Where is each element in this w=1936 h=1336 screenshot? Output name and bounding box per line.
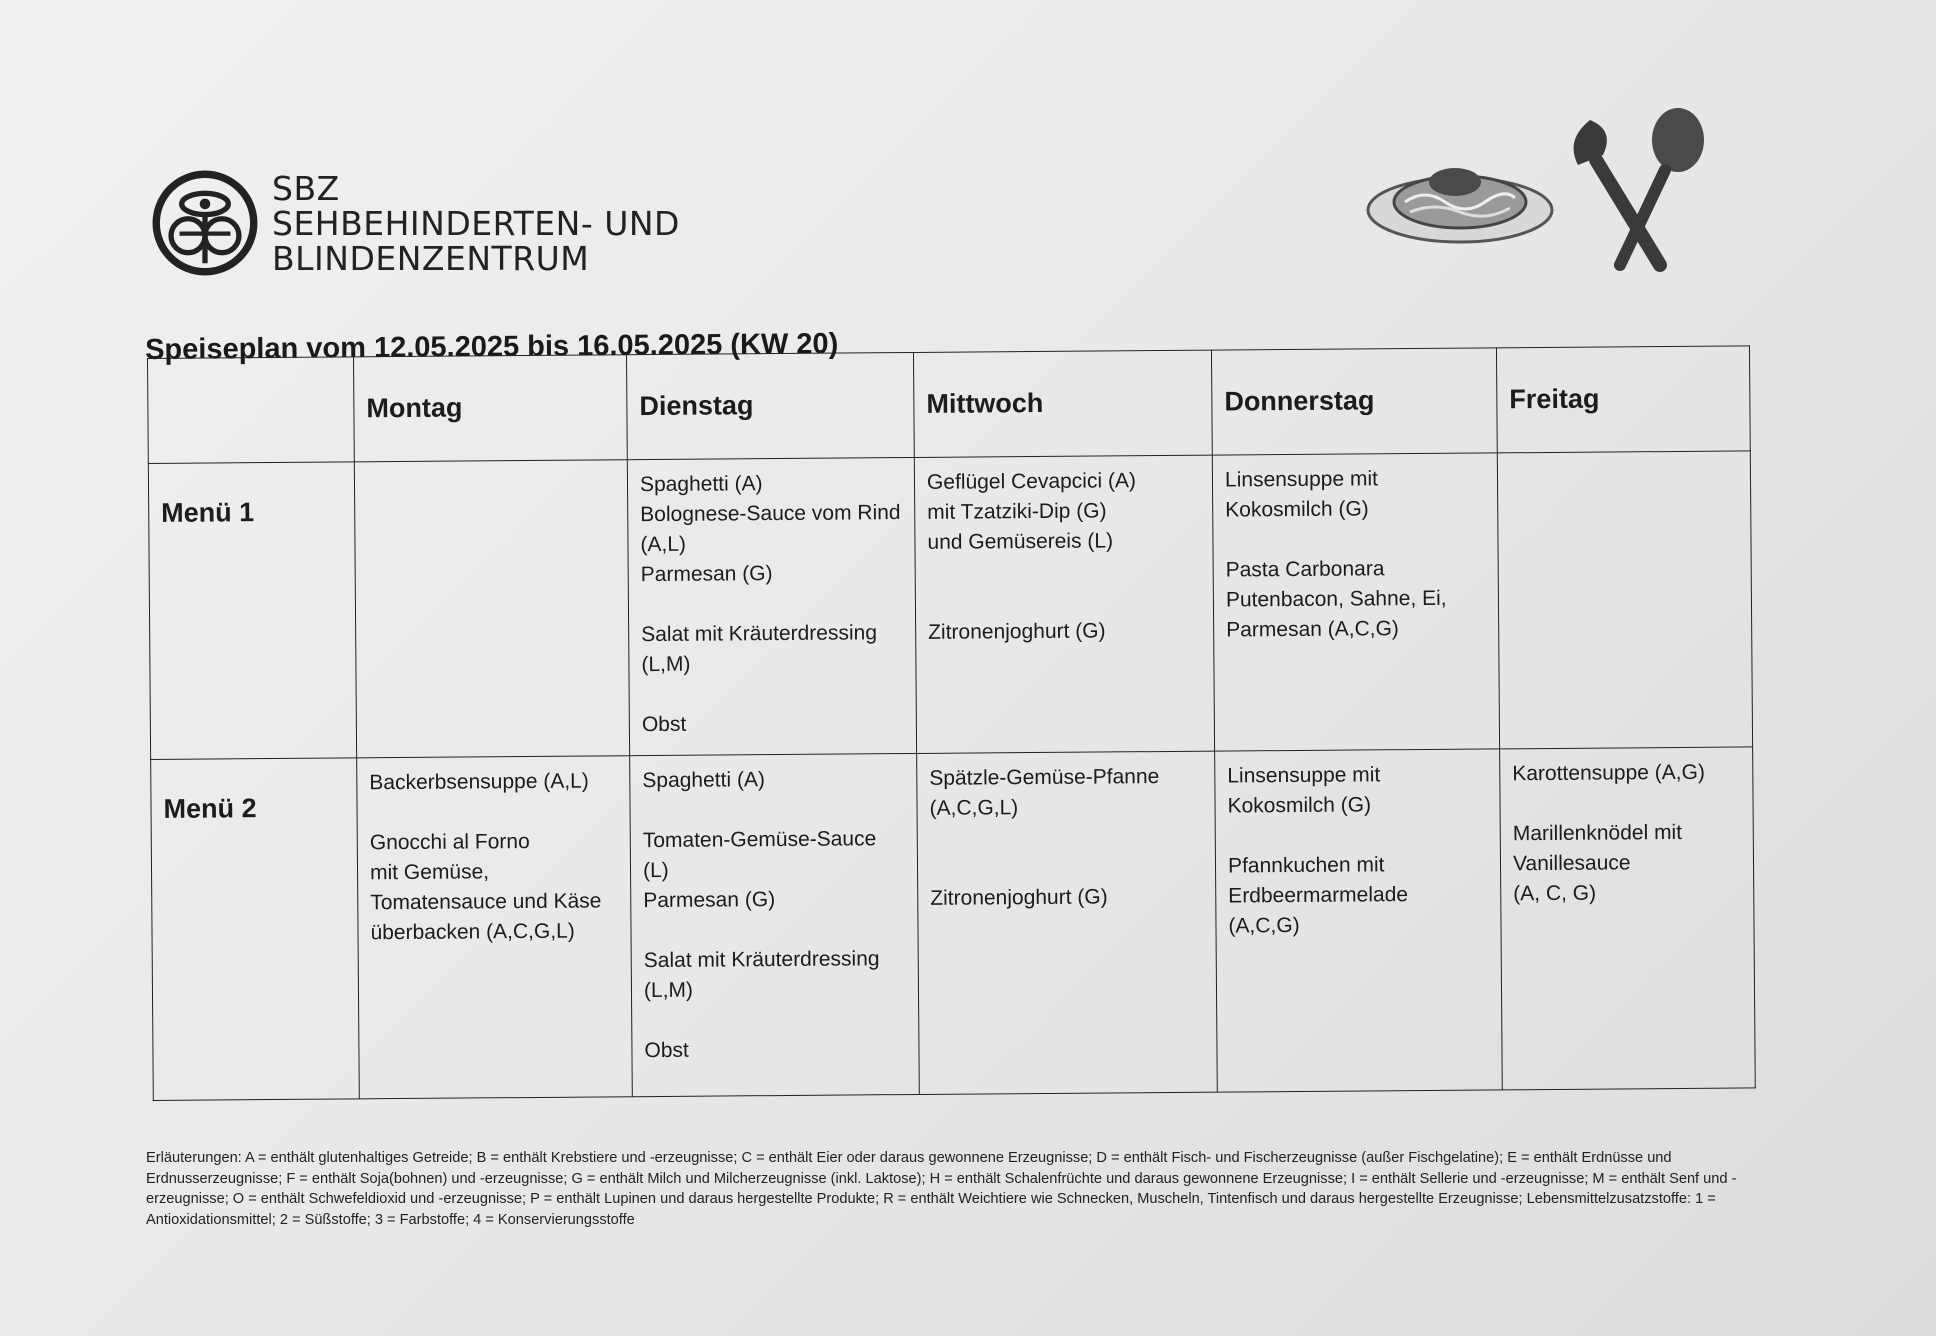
dish-line: Tomaten-Gemüse-Sauce: [642, 827, 877, 853]
menu-1-dienstag: [627, 457, 916, 755]
menu-2-freitag: [1500, 747, 1756, 1090]
dish-line: (A,C,G,L): [929, 796, 1019, 820]
dish-line: (L): [642, 858, 669, 883]
line-spacer: [1512, 787, 1742, 819]
dish-line: Zitronenjoghurt (G): [928, 619, 1106, 644]
day-header-freitag: Freitag: [1496, 346, 1750, 453]
dish-line: Kokosmilch (G): [1225, 497, 1369, 522]
line-spacer: [930, 852, 1205, 884]
dish-line: Putenbacon, Sahne, Ei,: [1225, 586, 1447, 612]
menu-2-montag: [357, 756, 633, 1099]
dish-line: Marillenknödel mit: [1512, 820, 1683, 846]
day-header-mittwoch: Mittwoch: [913, 350, 1212, 457]
dish-line: und Gemüsereis (L): [927, 529, 1114, 554]
dish-line: Karottensuppe (A,G): [1512, 760, 1706, 786]
line-spacer: [642, 678, 906, 710]
sbz-emblem-icon: [152, 170, 258, 276]
dish-line: Parmesan (G): [640, 562, 773, 587]
dish-line: mit Gemüse,: [369, 860, 490, 885]
menu-2-mittwoch: [917, 751, 1218, 1094]
line-spacer: [1228, 819, 1490, 851]
dish-line: Backerbsensuppe (A,L): [369, 769, 589, 795]
dish-line: Linsensuppe mit: [1224, 467, 1379, 492]
menu-2-label: Menü 2: [151, 758, 360, 1101]
logo-line-3: BLINDENZENTRUM: [272, 238, 590, 278]
menu-1-mittwoch: [914, 455, 1214, 753]
menu-1-donnerstag: [1212, 453, 1499, 751]
dish-line: Gnocchi al Forno: [369, 830, 530, 855]
corner-cell: [148, 357, 355, 464]
spaghetti-plate-icon: [1368, 168, 1552, 242]
dish-line: mit Tzatziki-Dip (G): [927, 499, 1107, 524]
line-spacer: [928, 556, 1203, 588]
day-header-dienstag: Dienstag: [626, 352, 914, 459]
menu-1-label: Menü 1: [148, 462, 356, 760]
dish-line: Parmesan (G): [643, 888, 776, 913]
dish-line: Spaghetti (A): [642, 768, 765, 793]
dish-line: Obst: [644, 1038, 689, 1063]
food-illustration: [1360, 90, 1730, 290]
dish-line: überbacken (A,C,G,L): [370, 919, 575, 945]
dish-line: Spaghetti (A): [639, 472, 763, 497]
dish-line: Pfannkuchen mit: [1227, 853, 1385, 878]
logo-line-1: SBZ: [272, 168, 340, 208]
header-row: [148, 346, 1751, 464]
line-spacer: [1225, 523, 1487, 555]
line-spacer: [642, 794, 906, 826]
dish-line: Linsensuppe mit: [1227, 763, 1381, 788]
dish-line: Zitronenjoghurt (G): [930, 885, 1108, 910]
menu-row-2: [151, 747, 1756, 1101]
dish-line: Geflügel Cevapcici (A): [926, 469, 1137, 494]
dish-line: Bolognese-Sauce vom Rind: [640, 501, 901, 527]
menu-row-1: [148, 451, 1752, 760]
menu-table: [147, 345, 1755, 1100]
dish-line: Obst: [641, 712, 687, 737]
allergen-legend: Erläuterungen: A = enthält glutenhaltiges Getreide; B = enthält Krebstiere und -erzeugnisse; C = enthält Eier oder daraus gewonnene Erzeugnisse; D = enthält Fisch- und Fischerzeugnisse (außer Fischgelatine); E = enthält Erdnüsse und Erdnusserzeugnisse; F = enthält Soja(bohnen) und -erzeugnisse; G = enthält Milch und Milcherzeugnisse (inkl. Laktose); H = enthält Schalenfrüchte und daraus gewonnene Erzeugnisse; I = enthält Sellerie und -erzeugnisse; M = enthält Senf und -erzeugnisse; O = enthält Schwefeldioxid und -erzeugnisse; P = enthält Lupinen und daraus hergestellte Produkte; R = enthält Weichtiere wie Schnecken, Muscheln, Tintenfisch und daraus hergestellte Erzeugnisse; Lebensmittelzusatzstoffe: 1 = Antioxidationsmittel; 2 = Süßstoffe; 3 = Farbstoffe; 4 = Konservierungsstoffe: [146, 1150, 1737, 1228]
logo-line-2: SEHBEHINDERTEN- UND: [272, 203, 680, 243]
sbz-logo: [152, 170, 680, 276]
dish-line: (A, C, G): [1513, 881, 1597, 906]
dish-line: (L,M): [643, 978, 694, 1003]
menu-2-donnerstag: [1215, 749, 1503, 1092]
line-spacer: [643, 914, 907, 946]
dish-line: (L,M): [641, 652, 691, 677]
line-spacer: [369, 796, 619, 828]
menu-1-montag: [354, 460, 629, 758]
dish-line: Kokosmilch (G): [1227, 793, 1372, 818]
line-spacer: [930, 822, 1205, 854]
dish-line: Vanillesauce: [1512, 851, 1631, 876]
dish-line: Erdbeermarmelade: [1228, 883, 1409, 908]
menu-plan-title: Speiseplan vom 12.05.2025 bis 16.05.2025 (KW 20): [145, 327, 839, 366]
dish-line: (A,C,G): [1228, 913, 1300, 938]
line-spacer: [644, 1004, 908, 1036]
dish-line: Spätzle-Gemüse-Pfanne: [929, 765, 1160, 790]
day-header-montag: Montag: [353, 355, 627, 462]
dish-line: Tomatensauce und Käse: [370, 889, 602, 915]
dish-line: (A,L): [640, 532, 687, 557]
line-spacer: [928, 586, 1203, 618]
dish-line: Parmesan (A,C,G): [1226, 617, 1399, 642]
menu-1-freitag: [1497, 451, 1752, 749]
line-spacer: [641, 588, 905, 620]
wooden-utensils-icon: [1574, 108, 1704, 265]
menu-2-dienstag: [630, 753, 920, 1096]
dish-line: Salat mit Kräuterdressing: [641, 621, 878, 647]
dish-line: Pasta Carbonara: [1225, 557, 1385, 582]
day-header-donnerstag: Donnerstag: [1211, 348, 1497, 455]
dish-line: Salat mit Kräuterdressing: [643, 947, 880, 973]
